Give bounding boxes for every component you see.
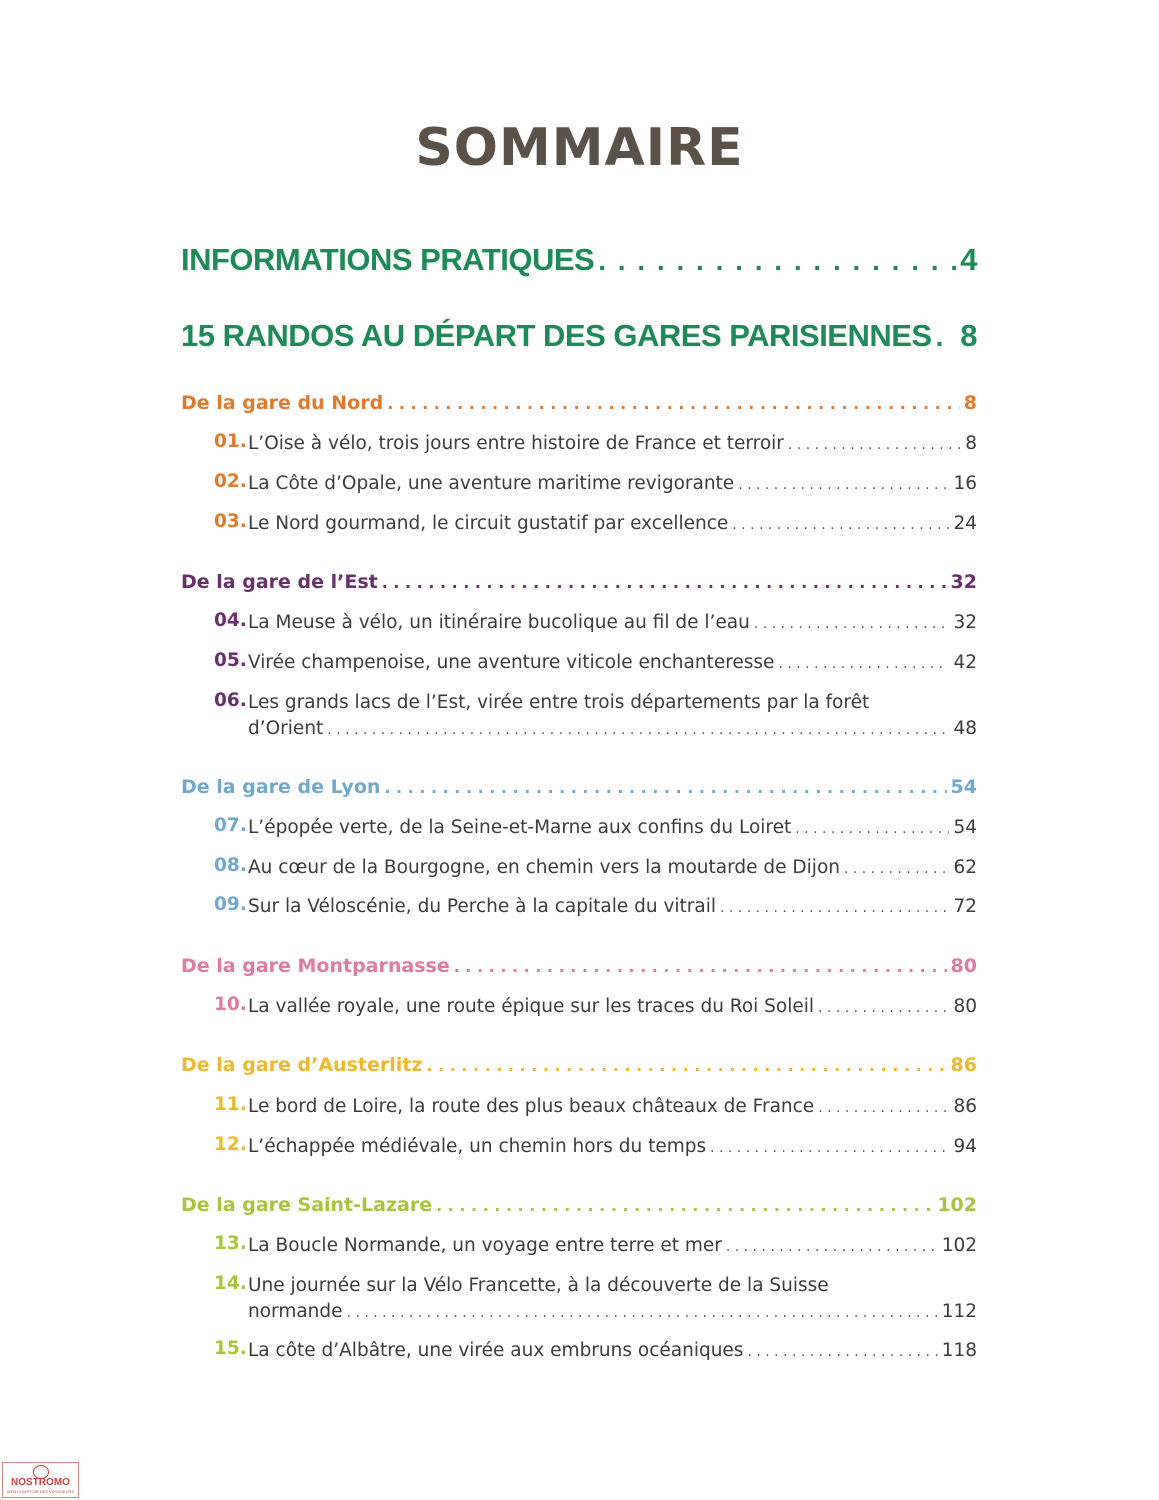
entry-number: 01.	[214, 431, 247, 452]
section-label: INFORMATIONS PRATIQUES	[181, 242, 595, 277]
entry-number: 03.	[214, 511, 247, 532]
entry-page: 80	[953, 996, 977, 1017]
toc-station-saint-lazare[interactable]	[181, 1194, 977, 1216]
toc-section-informations-pratiques[interactable]	[181, 242, 977, 278]
entry-title-continued: d’Orient	[248, 718, 324, 739]
entry-number: 15.	[214, 1338, 247, 1359]
entry-page: 102	[941, 1235, 977, 1256]
dot-leader	[936, 321, 957, 353]
toc-entry-03[interactable]	[214, 511, 977, 538]
entry-number: 02.	[214, 471, 247, 492]
toc-station-austerlitz[interactable]	[181, 1054, 977, 1076]
entry-page: 72	[953, 896, 977, 917]
entry-page: 112	[941, 1301, 977, 1322]
dot-leader	[436, 1196, 933, 1215]
toc-station-lyon[interactable]	[181, 776, 977, 798]
station-page: 32	[950, 571, 977, 593]
entry-title-continued: normande	[248, 1301, 343, 1322]
entry-title: Virée champenoise, une aventure viticole enchanteresse	[248, 652, 775, 673]
dot-leader	[327, 717, 949, 743]
entry-number: 04.	[214, 610, 247, 631]
station-page: 8	[963, 392, 977, 414]
entry-page: 62	[953, 857, 977, 878]
entry-number: 11.	[214, 1094, 247, 1115]
entry-title: L’Oise à vélo, trois jours entre histoire de France et terroir	[248, 433, 784, 454]
dot-leader	[426, 1056, 946, 1075]
entry-title: La Boucle Normande, un voyage entre terre et mer	[248, 1235, 722, 1256]
entry-number: 09.	[214, 894, 247, 915]
dot-leader	[747, 1339, 937, 1365]
entry-title: La côte d’Albâtre, une virée aux embruns océaniques	[248, 1340, 744, 1361]
dot-leader	[710, 1135, 949, 1161]
logo-tagline: WEB COMPTOIR DES VOYAGEURS	[6, 1489, 75, 1494]
entry-title: La vallée royale, une route épique sur les traces du Roi Soleil	[248, 996, 815, 1017]
toc-entry-02[interactable]	[214, 471, 977, 498]
entry-title: Le bord de Loire, la route des plus beaux châteaux de France	[248, 1096, 815, 1117]
toc-entry-12[interactable]	[214, 1134, 977, 1161]
entry-page: 48	[953, 718, 977, 739]
entry-page: 86	[953, 1096, 977, 1117]
toc-entry-07[interactable]	[214, 815, 977, 842]
dot-leader	[738, 472, 949, 498]
entry-title: Une journée sur la Vélo Francette, à la découverte de la Suisse	[248, 1275, 829, 1296]
dot-leader	[754, 611, 950, 637]
station-label: De la gare d’Austerlitz	[181, 1054, 423, 1076]
dot-leader	[788, 432, 961, 458]
dot-leader	[818, 1095, 949, 1121]
dot-leader	[384, 778, 946, 797]
toc-entry-15[interactable]	[214, 1338, 977, 1365]
toc-entry-13[interactable]	[214, 1233, 977, 1260]
station-label: De la gare de Lyon	[181, 776, 381, 798]
dot-leader	[795, 816, 949, 842]
entry-number: 06.	[214, 690, 247, 711]
toc-station-est[interactable]	[181, 571, 977, 593]
station-label: De la gare Montparnasse	[181, 955, 450, 977]
entry-number: 07.	[214, 815, 247, 836]
toc-entry-08[interactable]	[214, 855, 977, 882]
dot-leader	[598, 245, 956, 277]
toc-entry-14[interactable]	[214, 1273, 977, 1326]
entry-title: Au cœur de la Bourgogne, en chemin vers la moutarde de Dijon	[248, 857, 840, 878]
toc-entry-09[interactable]	[214, 894, 977, 921]
toc-entry-06[interactable]	[214, 690, 977, 743]
entry-page: 24	[953, 513, 977, 534]
entry-title: L’échappée médiévale, un chemin hors du temps	[248, 1136, 707, 1157]
logo-brand: NOSTROMO	[11, 1477, 70, 1488]
entry-number: 13.	[214, 1233, 247, 1254]
dot-leader	[726, 1234, 938, 1260]
toc-entry-05[interactable]	[214, 650, 977, 677]
entry-title: Sur la Véloscénie, du Perche à la capitale du vitrail	[248, 896, 717, 917]
entry-page: 16	[953, 473, 977, 494]
entry-title: Le Nord gourmand, le circuit gustatif par excellence	[248, 513, 729, 534]
toc-section-15-randos[interactable]	[181, 318, 977, 354]
dot-leader	[818, 995, 949, 1021]
dot-leader	[778, 651, 949, 677]
entry-page: 42	[953, 652, 977, 673]
entry-title: Les grands lacs de l’Est, virée entre trois départements par la forêt	[248, 692, 870, 713]
entry-number: 14.	[214, 1273, 247, 1294]
station-label: De la gare Saint-Lazare	[181, 1194, 433, 1216]
entry-number: 08.	[214, 855, 247, 876]
section-page: 8	[960, 318, 977, 353]
page-title: SOMMAIRE	[415, 118, 744, 178]
station-label: De la gare de l’Est	[181, 571, 378, 593]
entry-number: 05.	[214, 650, 247, 671]
toc-entry-01[interactable]	[214, 431, 977, 458]
entry-page: 8	[965, 433, 977, 454]
entry-title: La Meuse à vélo, un itinéraire bucolique au fil de l’eau	[248, 612, 750, 633]
entry-number: 12.	[214, 1134, 247, 1155]
station-page: 80	[950, 955, 977, 977]
entry-number: 10.	[214, 994, 247, 1015]
dot-leader	[387, 394, 960, 413]
dot-leader	[454, 957, 947, 976]
entry-page: 94	[953, 1136, 977, 1157]
nostromo-logo	[2, 1462, 79, 1498]
toc-station-montparnasse[interactable]	[181, 955, 977, 977]
section-page: 4	[960, 242, 977, 277]
dot-leader	[382, 573, 947, 592]
toc-entry-04[interactable]	[214, 610, 977, 637]
dot-leader	[732, 512, 949, 538]
station-page: 86	[950, 1054, 977, 1076]
section-label: 15 RANDOS AU DÉPART DES GARES PARISIENNES	[181, 318, 932, 353]
station-label: De la gare du Nord	[181, 392, 384, 414]
station-page: 102	[937, 1194, 977, 1216]
entry-title: La Côte d’Opale, une aventure maritime revigorante	[248, 473, 735, 494]
toc-station-nord[interactable]	[181, 392, 977, 414]
entry-page: 32	[953, 612, 977, 633]
dot-leader	[844, 856, 949, 882]
dot-leader	[720, 895, 949, 921]
dot-leader	[347, 1300, 938, 1326]
entry-page: 118	[941, 1340, 977, 1361]
toc-entry-11[interactable]	[214, 1094, 977, 1121]
station-page: 54	[950, 776, 977, 798]
toc-entry-10[interactable]	[214, 994, 977, 1021]
entry-page: 54	[953, 817, 977, 838]
entry-title: L’épopée verte, de la Seine-et-Marne aux confins du Loiret	[248, 817, 792, 838]
